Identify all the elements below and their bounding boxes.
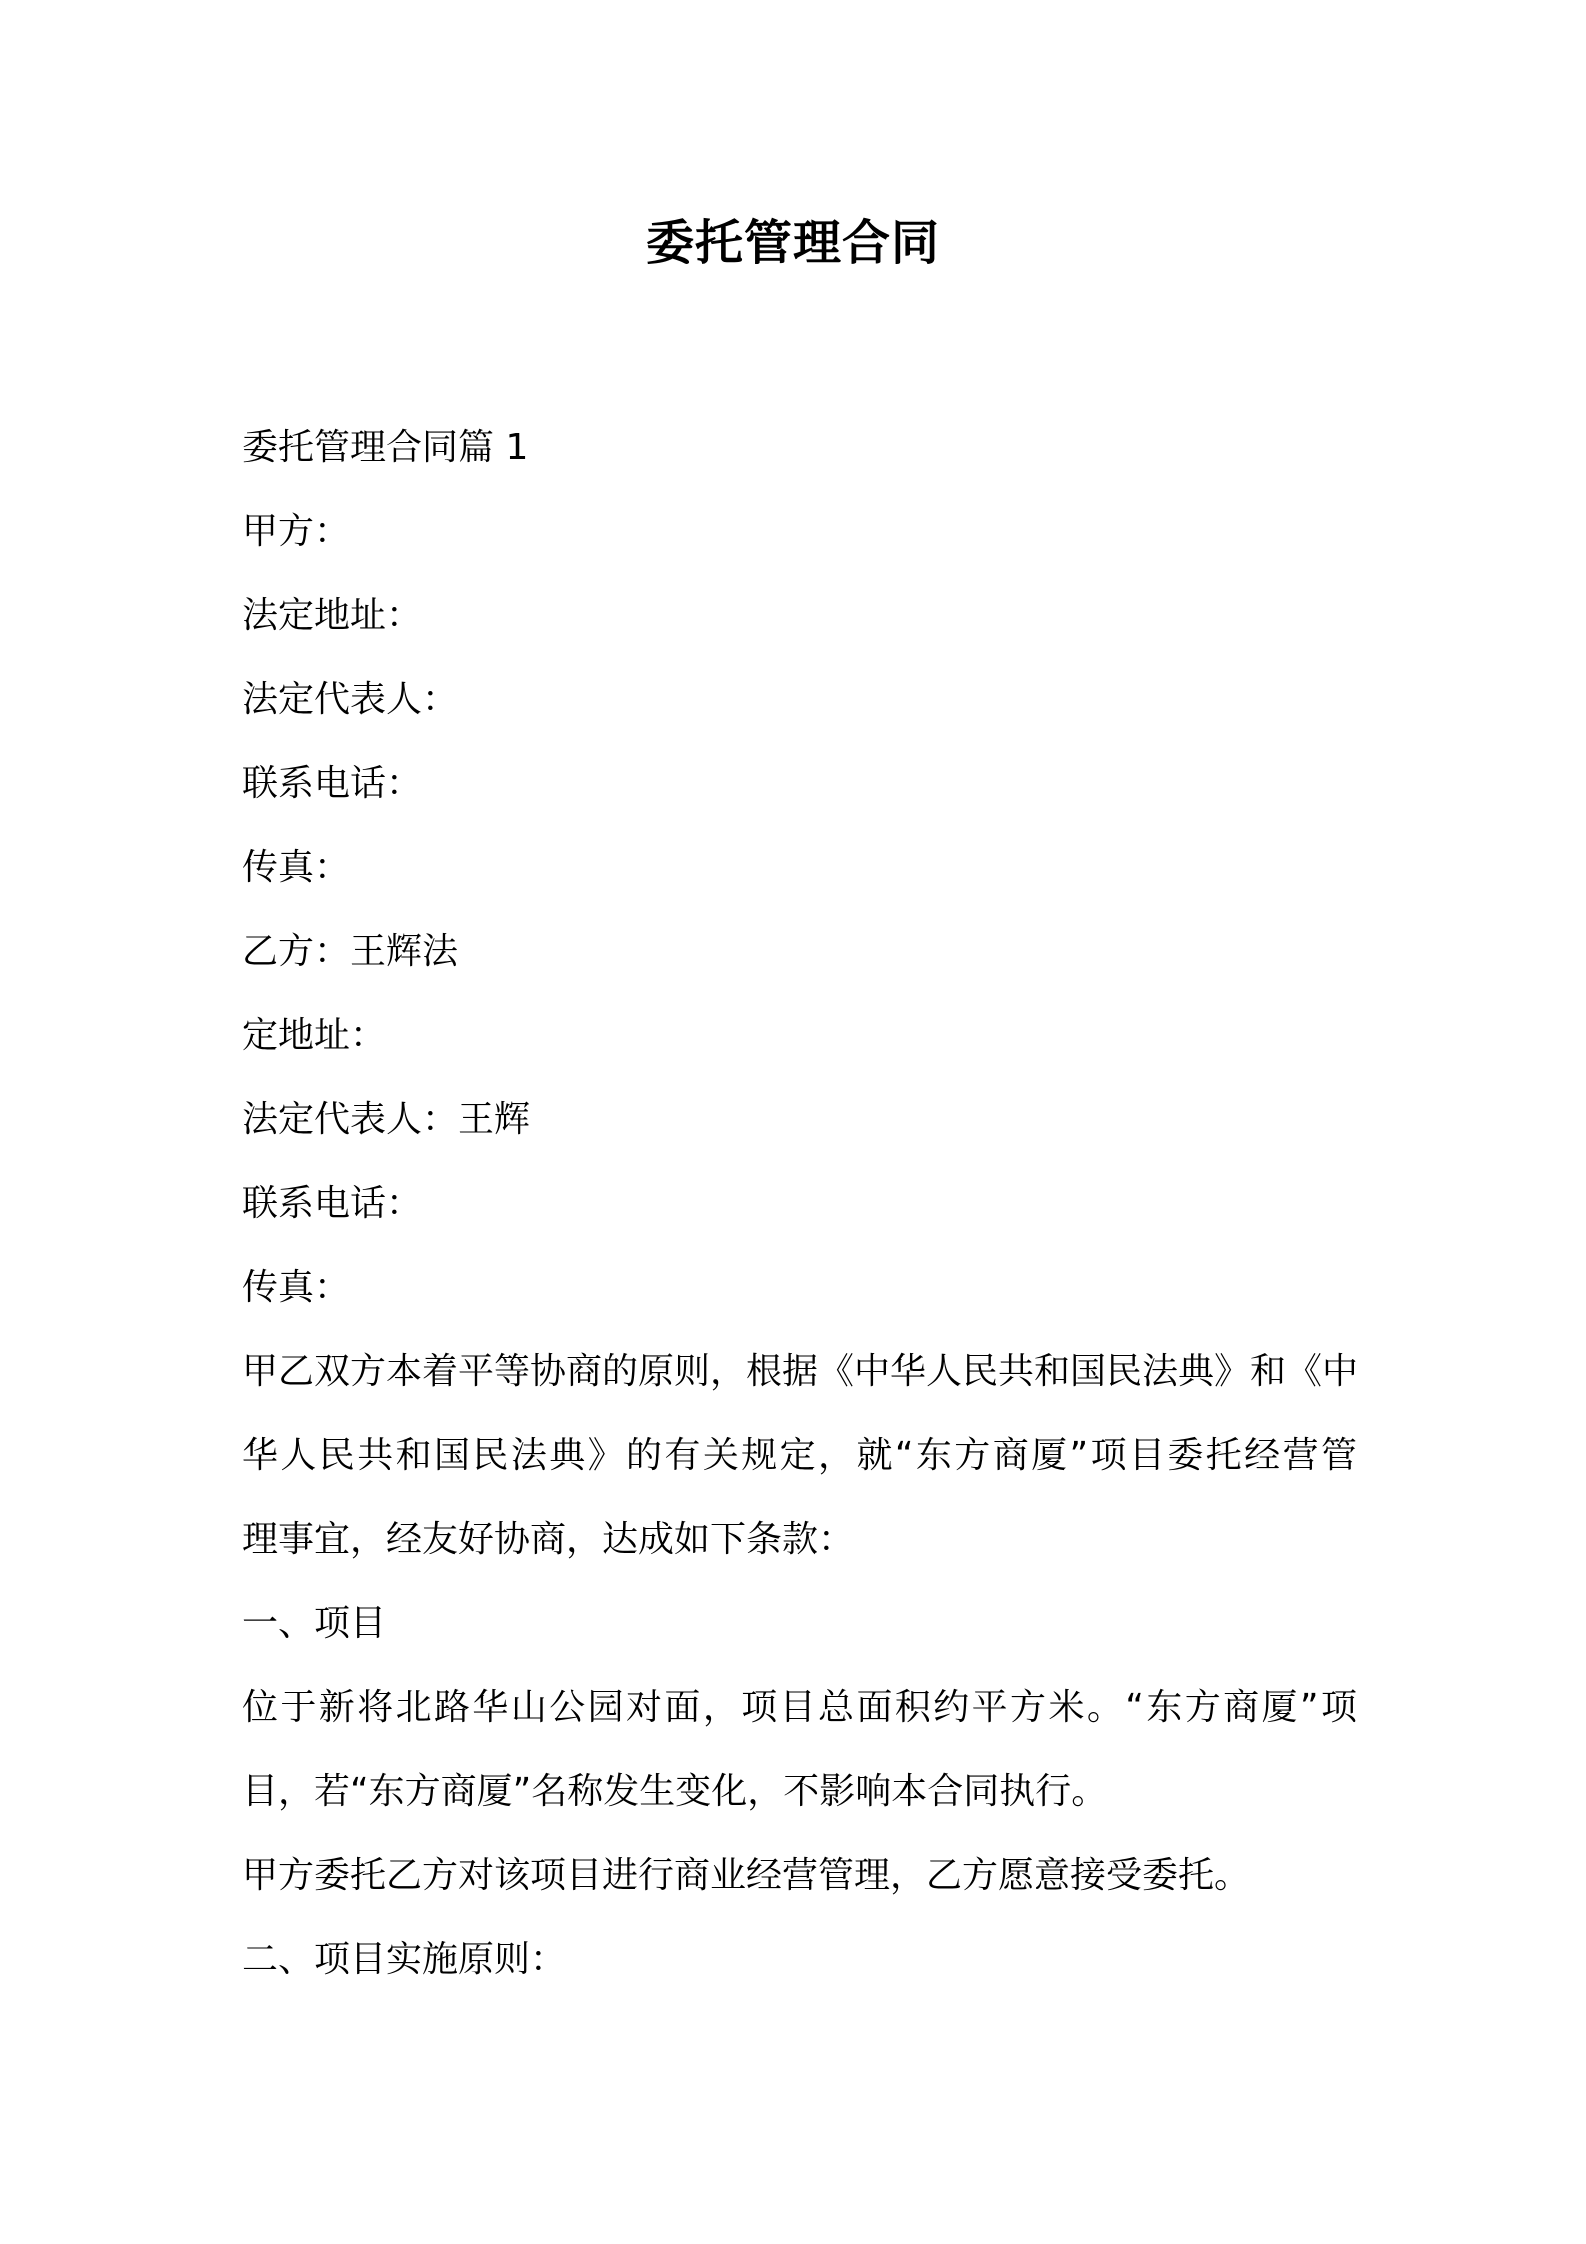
party-b-address-label: 定地址： (242, 1015, 387, 1056)
clause-1-paragraph-2: 甲方委托乙方对该项目进行商业经营管理，乙方愿意接受委托。 (242, 1855, 1251, 1896)
clause-1-paragraph-line: 目，若“东方商厦”名称发生变化，不影响本合同执行。 (242, 1771, 1108, 1812)
document-title: 委托管理合同 (645, 215, 940, 271)
clause-1-heading: 一、项目 (242, 1603, 387, 1644)
party-b-phone-label: 联系电话： (242, 1183, 423, 1224)
preamble-line: 理事宜，经友好协商，达成如下条款： (242, 1519, 855, 1560)
party-a-fax-label: 传真： (242, 847, 351, 888)
party-b-fax-label: 传真： (242, 1267, 351, 1308)
party-b-name-line: 乙方：王辉法 (242, 931, 459, 972)
document-body (242, 406, 1357, 2002)
party-a-phone-label: 联系电话： (242, 763, 423, 804)
clause-2-heading: 二、项目实施原则： (242, 1939, 567, 1980)
party-a-name-label: 甲方： (242, 511, 351, 552)
clause-1-paragraph-line: 位于新将北路华山公园对面，项目总面积约平方米。“东方商厦”项 (242, 1687, 1357, 1728)
preamble-line: 华人民共和国民法典》的有关规定，就“东方商厦”项目委托经营管 (242, 1435, 1357, 1476)
party-a-representative-label: 法定代表人： (242, 679, 459, 720)
section-heading: 委托管理合同篇 1 (242, 427, 529, 468)
preamble-line: 甲乙双方本着平等协商的原则，根据《中华人民共和国民法典》和《中 (242, 1351, 1359, 1392)
party-b-representative-line: 法定代表人：王辉 (242, 1099, 531, 1140)
party-a-address-label: 法定地址： (242, 595, 423, 636)
